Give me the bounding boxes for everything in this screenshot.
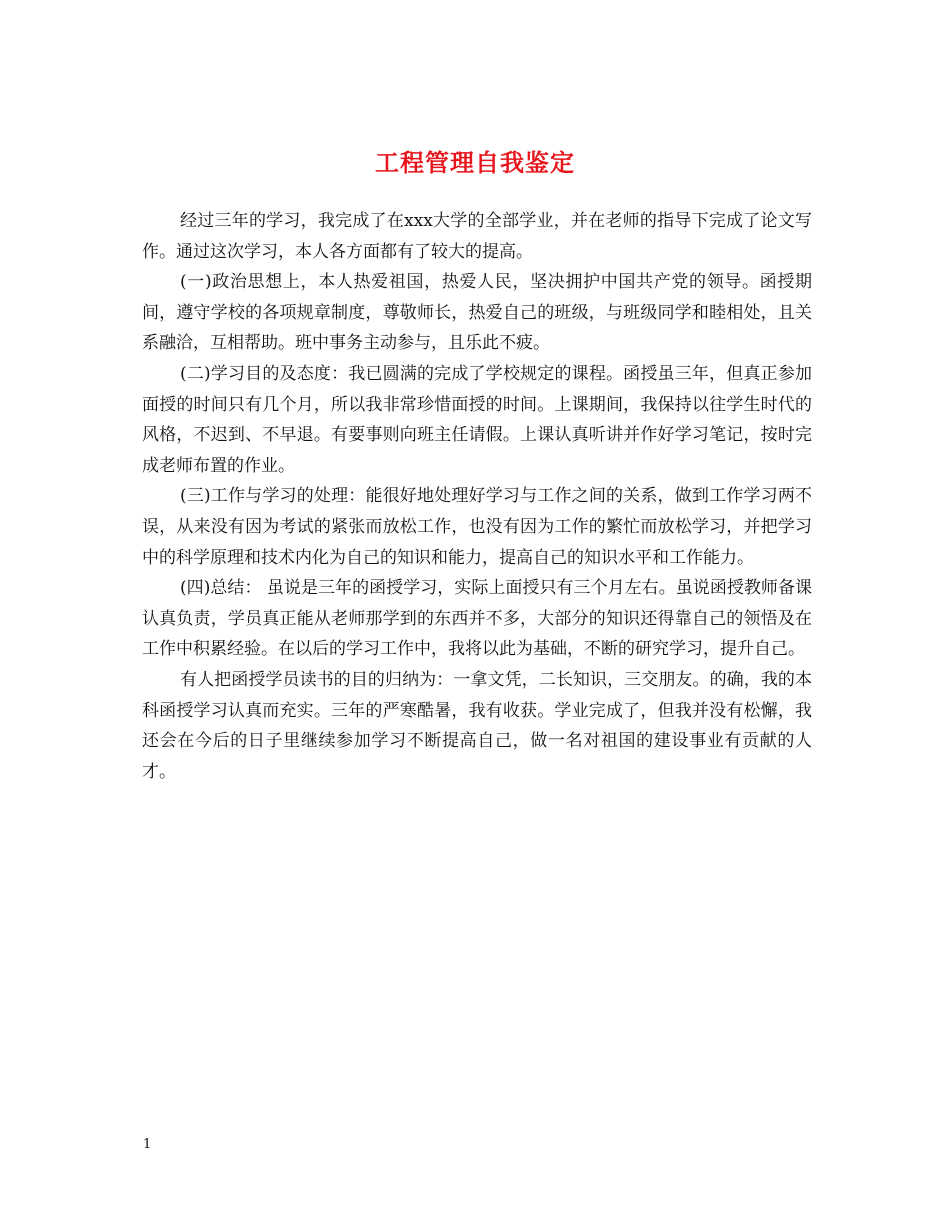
paragraph-intro: 经过三年的学习，我完成了在xxx大学的全部学业，并在老师的指导下完成了论文写作。通过这次学习，本人各方面都有了较大的提高。	[142, 211, 812, 262]
paragraph-work-and-study: (三)工作与学习的处理：能很好地处理好学习与工作之间的关系，做到工作学习两不误，从来没有因为考试的紧张而放松工作，也没有因为工作的繁忙而放松学习，并把学习中的科学原理和技术内化为自己的知识和能力，提高自己的知识水平和工作能力。	[142, 486, 812, 568]
paragraph-summary: (四)总结： 虽说是三年的函授学习，实际上面授只有三个月左右。虽说函授教师备课认真负责，学员真正能从老师那学到的东西并不多，大部分的知识还得靠自己的领悟及在工作中积累经验。在以后的学习工作中，我将以此为基础，不断的研究学习，提升自己。	[142, 578, 812, 660]
document-body	[142, 206, 812, 787]
paragraph-study-attitude: (二)学习目的及态度：我已圆满的完成了学校规定的课程。函授虽三年，但真正参加面授的时间只有几个月，所以我非常珍惜面授的时间。上课期间，我保持以往学生时代的风格，不迟到、不早退。有要事则向班主任请假。上课认真听讲并作好学习笔记，按时完成老师布置的作业。	[142, 363, 812, 476]
page-number: 1	[143, 1137, 152, 1152]
document-title: 工程管理自我鉴定	[375, 148, 575, 178]
paragraph-conclusion: 有人把函授学员读书的目的归纳为：一拿文凭，二长知识，三交朋友。的确，我的本科函授学习认真而充实。三年的严寒酷暑，我有收获。学业完成了，但我并没有松懈，我还会在今后的日子里继续参加学习不断提高自己，做一名对祖国的建设事业有贡献的人才。	[142, 669, 812, 782]
paragraph-political-thought: (一)政治思想上，本人热爱祖国，热爱人民，坚决拥护中国共产党的领导。函授期间，遵守学校的各项规章制度，尊敬师长，热爱自己的班级，与班级同学和睦相处，且关系融洽，互相帮助。班中事务主动参与，且乐此不疲。	[142, 272, 812, 354]
